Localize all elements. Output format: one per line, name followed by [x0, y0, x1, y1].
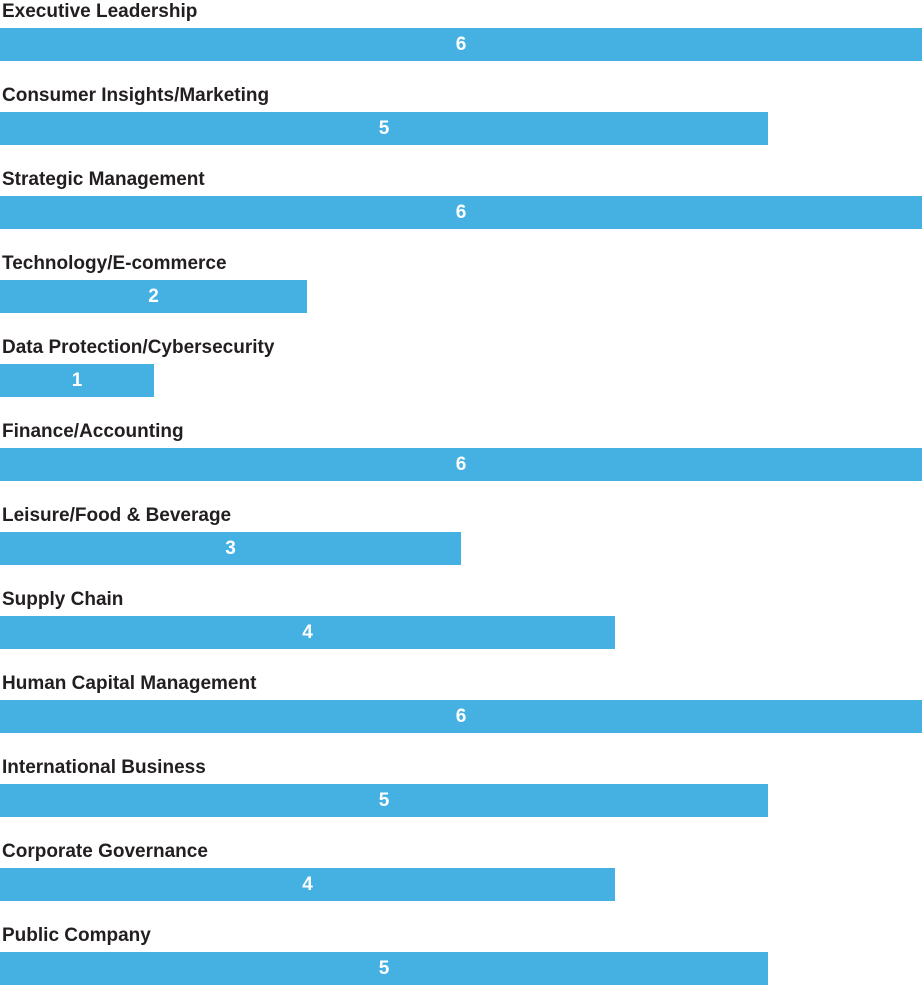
- category-label: Strategic Management: [2, 169, 205, 190]
- category-label: Supply Chain: [2, 589, 124, 610]
- bar-row: [0, 420, 924, 504]
- bar-row: [0, 756, 924, 840]
- category-label: Corporate Governance: [2, 841, 208, 862]
- bar-row: [0, 840, 924, 924]
- bar-row: [0, 168, 924, 252]
- bar-value-label: 4: [302, 874, 313, 895]
- category-label: Consumer Insights/Marketing: [2, 85, 270, 106]
- category-label: Finance/Accounting: [2, 421, 184, 442]
- bar-value-label: 1: [71, 370, 83, 391]
- bar-value-label: 6: [455, 202, 467, 223]
- bar-value-label: 4: [302, 622, 313, 643]
- category-label: Data Protection/Cybersecurity: [2, 337, 275, 358]
- bar-value-label: 6: [455, 34, 467, 55]
- bar-row: [0, 336, 924, 420]
- bar-value-label: 6: [455, 706, 467, 727]
- bar-value-label: 3: [225, 538, 236, 559]
- bar-value-label: 6: [455, 454, 467, 475]
- bar-row: [0, 504, 924, 588]
- bar-value-label: 2: [148, 286, 159, 307]
- bar-row: [0, 84, 924, 168]
- category-label: Human Capital Management: [2, 673, 257, 694]
- category-label: Public Company: [2, 925, 151, 946]
- bar-row: [0, 588, 924, 672]
- category-label: Executive Leadership: [2, 1, 198, 22]
- bar-value-label: 5: [378, 790, 390, 811]
- category-label: Leisure/Food & Beverage: [2, 505, 232, 526]
- bar-value-label: 5: [378, 118, 390, 139]
- category-label: International Business: [2, 757, 206, 778]
- bar-row: [0, 252, 924, 336]
- bar-value-label: 5: [378, 958, 390, 979]
- bar-row: [0, 924, 924, 1008]
- bar-row: [0, 672, 924, 756]
- bar-row: [0, 0, 924, 84]
- category-label: Technology/E-commerce: [2, 253, 227, 274]
